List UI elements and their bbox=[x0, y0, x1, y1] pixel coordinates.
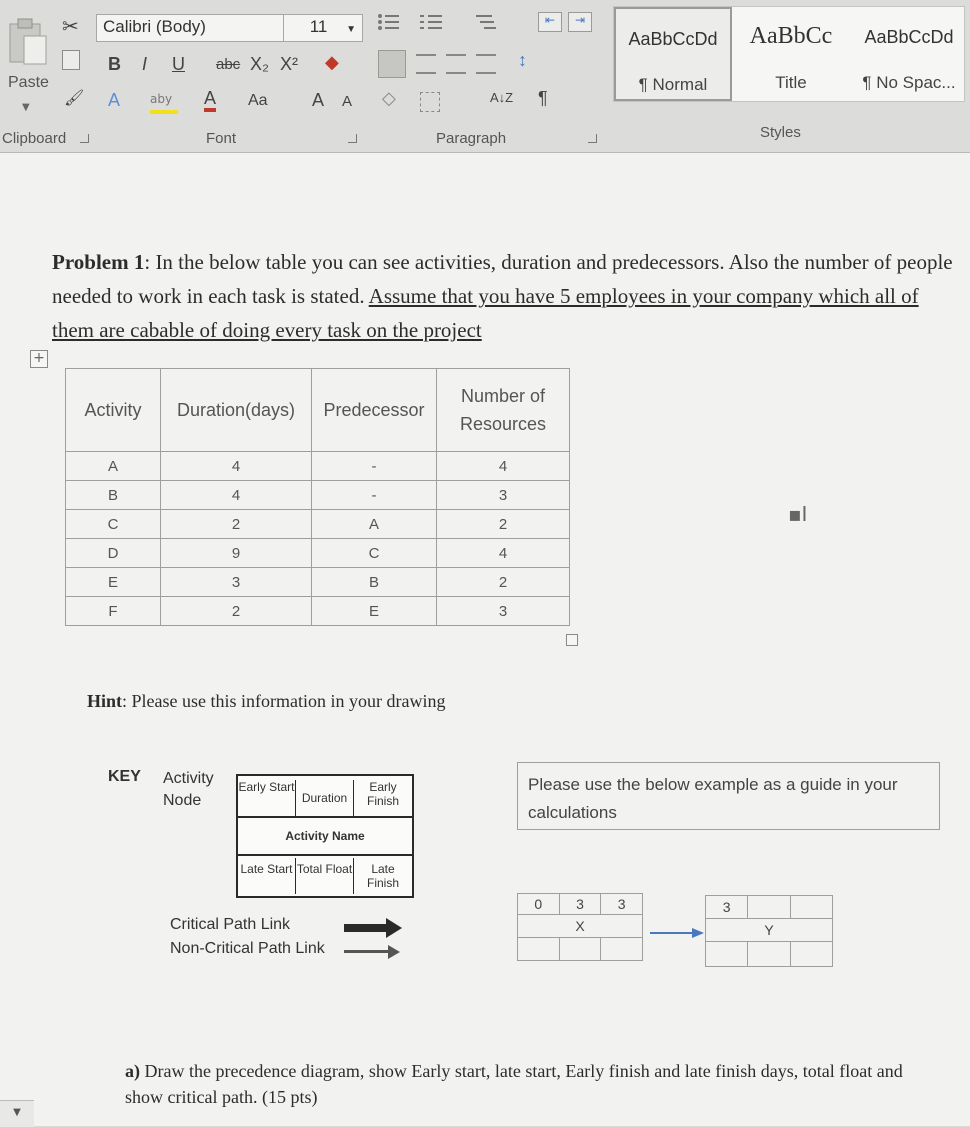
table-cell[interactable]: B bbox=[66, 481, 161, 510]
table-cell[interactable]: E bbox=[312, 597, 437, 626]
scrollbar[interactable] bbox=[0, 1100, 34, 1127]
text-cursor-icon: ▪I bbox=[788, 502, 808, 526]
critical-link-label: Critical Path Link bbox=[170, 916, 291, 933]
style-name: ¶ Normal bbox=[638, 75, 708, 94]
table-row bbox=[66, 597, 570, 626]
format-painter-icon[interactable]: 🖌 bbox=[64, 90, 85, 107]
column-header: Predecessor bbox=[312, 369, 437, 452]
key-node-label: Activity Node bbox=[163, 770, 214, 809]
table-cell[interactable]: C bbox=[312, 539, 437, 568]
decrease-indent-icon[interactable]: ⇤ bbox=[538, 12, 562, 32]
dialog-launcher-icon[interactable] bbox=[348, 134, 357, 143]
font-name-value: Calibri (Body) bbox=[103, 17, 206, 36]
key-early-finish: Early Finish bbox=[366, 780, 399, 808]
table-row bbox=[66, 481, 570, 510]
table-cell[interactable]: 4 bbox=[161, 452, 312, 481]
subscript-button[interactable]: X₂ bbox=[250, 54, 269, 74]
grow-font-button[interactable]: A bbox=[312, 90, 325, 110]
shrink-font-button[interactable]: A bbox=[342, 93, 353, 110]
problem-text: : In the below table you can see activities, duration and predecessors. Also the number of people needed to work in each task is stated. bbox=[52, 250, 953, 308]
table-cell[interactable]: 3 bbox=[161, 568, 312, 597]
justify-icon[interactable] bbox=[476, 54, 496, 74]
table-move-handle[interactable]: + bbox=[30, 350, 48, 368]
key-activity-name: Activity Name bbox=[238, 816, 412, 856]
align-right-icon[interactable] bbox=[446, 54, 466, 74]
key-early-start: Early Start bbox=[238, 780, 296, 816]
table-cell[interactable]: 2 bbox=[161, 597, 312, 626]
align-left-icon[interactable] bbox=[378, 50, 406, 78]
style-title[interactable] bbox=[732, 7, 850, 101]
change-case-button[interactable]: Aa bbox=[248, 92, 268, 109]
table-resize-handle[interactable] bbox=[566, 634, 578, 646]
example-activity-name: Y bbox=[706, 919, 833, 942]
key-total-float: Total Float bbox=[296, 858, 354, 894]
problem-assumption: Assume that you have 5 employees in your company which all of them are cabable of doing every task on the project bbox=[52, 284, 919, 342]
table-cell[interactable]: 3 bbox=[437, 597, 570, 626]
style-normal[interactable] bbox=[614, 7, 732, 101]
chevron-down-icon: ▼ bbox=[13, 1107, 21, 1118]
copy-icon[interactable] bbox=[62, 50, 80, 70]
line-spacing-icon[interactable]: ↕ bbox=[518, 50, 527, 70]
table-cell[interactable]: A bbox=[312, 510, 437, 539]
table-cell[interactable]: 2 bbox=[161, 510, 312, 539]
problem-label: Problem 1 bbox=[52, 250, 145, 274]
key-title: KEY bbox=[108, 768, 141, 785]
borders-icon[interactable] bbox=[420, 92, 440, 112]
table-cell[interactable]: 4 bbox=[161, 481, 312, 510]
example-node-y bbox=[705, 895, 833, 967]
table-cell[interactable]: 9 bbox=[161, 539, 312, 568]
font-color-button[interactable]: A bbox=[204, 88, 216, 112]
paste-label: Paste bbox=[8, 74, 49, 91]
font-name-dropdown[interactable] bbox=[96, 14, 296, 42]
table-cell[interactable]: 4 bbox=[437, 452, 570, 481]
cut-icon[interactable]: ✂ bbox=[62, 16, 79, 38]
table-cell[interactable]: D bbox=[66, 539, 161, 568]
column-header: Number of Resources bbox=[437, 369, 570, 452]
clear-formatting-icon[interactable]: ◆ bbox=[325, 52, 339, 73]
table-cell[interactable]: - bbox=[312, 452, 437, 481]
example-arrow-icon bbox=[650, 926, 706, 940]
table-row bbox=[66, 539, 570, 568]
paragraph-group-label: Paragraph bbox=[436, 130, 507, 147]
italic-button[interactable]: I bbox=[142, 54, 148, 74]
bold-button[interactable]: B bbox=[108, 54, 121, 74]
chevron-down-icon: ▼ bbox=[346, 24, 356, 35]
example-activity-name: X bbox=[518, 915, 643, 938]
style-name: ¶ No Spac... bbox=[862, 73, 956, 92]
table-cell[interactable]: 2 bbox=[437, 568, 570, 597]
strikethrough-button[interactable]: abc bbox=[216, 56, 241, 73]
key-late-start: Late Start bbox=[238, 858, 296, 894]
guide-note: Please use the below example as a guide in your calculations bbox=[517, 762, 940, 830]
noncritical-link-arrow-icon bbox=[344, 942, 404, 962]
dialog-launcher-icon[interactable] bbox=[588, 134, 597, 143]
sort-button[interactable]: A↓Z bbox=[490, 90, 514, 105]
style-name: Title bbox=[775, 73, 807, 92]
numbering-icon[interactable] bbox=[420, 12, 460, 32]
superscript-button[interactable]: X² bbox=[280, 54, 298, 74]
styles-gallery bbox=[613, 6, 965, 102]
column-header: Activity bbox=[66, 369, 161, 452]
table-header-row bbox=[66, 369, 570, 452]
align-center-icon[interactable] bbox=[416, 54, 436, 74]
example-duration: 3 bbox=[559, 894, 601, 915]
critical-link-arrow-icon bbox=[344, 916, 404, 940]
ribbon bbox=[0, 0, 970, 153]
question-a bbox=[125, 1058, 945, 1110]
example-early-start: 0 bbox=[518, 894, 560, 915]
table-cell[interactable]: E bbox=[66, 568, 161, 597]
key-duration: Duration bbox=[296, 780, 354, 816]
table-row bbox=[66, 452, 570, 481]
question-label: a) bbox=[125, 1061, 140, 1081]
table-cell[interactable]: 3 bbox=[437, 481, 570, 510]
problem-statement bbox=[52, 245, 962, 347]
style-no-spacing[interactable] bbox=[850, 7, 968, 101]
table-cell[interactable]: 2 bbox=[437, 510, 570, 539]
font-size-value: 11 bbox=[309, 17, 328, 36]
activity-table bbox=[65, 368, 570, 626]
clipboard-group-label: Clipboard bbox=[2, 130, 67, 147]
style-sample: AaBbCcDd bbox=[864, 27, 954, 47]
table-cell[interactable]: A bbox=[66, 452, 161, 481]
font-group-label: Font bbox=[206, 130, 237, 147]
table-cell[interactable]: C bbox=[66, 510, 161, 539]
example-early-finish: 3 bbox=[601, 894, 643, 915]
show-marks-button[interactable]: ¶ bbox=[538, 88, 548, 108]
increase-indent-icon[interactable]: ⇥ bbox=[568, 12, 592, 32]
dialog-launcher-icon[interactable] bbox=[80, 134, 89, 143]
bullets-icon[interactable] bbox=[376, 12, 416, 32]
table-cell[interactable]: - bbox=[312, 481, 437, 510]
column-header: Duration(days) bbox=[161, 369, 312, 452]
text-effects-icon[interactable]: A bbox=[108, 90, 121, 110]
hint-text bbox=[87, 688, 447, 714]
noncritical-link-label: Non-Critical Path Link bbox=[170, 940, 325, 957]
shading-icon[interactable]: ◇ bbox=[382, 88, 396, 108]
underline-button[interactable]: U bbox=[172, 54, 185, 74]
example-early-start: 3 bbox=[706, 896, 748, 919]
hint-body: : Please use this information in your drawing bbox=[122, 691, 446, 711]
multilevel-list-icon[interactable] bbox=[476, 12, 516, 32]
hint-label: Hint bbox=[87, 691, 123, 711]
key-activity-node bbox=[236, 774, 414, 898]
paste-button[interactable] bbox=[4, 14, 50, 114]
example-node-x bbox=[517, 893, 643, 961]
table-cell[interactable]: 4 bbox=[437, 539, 570, 568]
style-sample: AaBbCc bbox=[749, 23, 833, 49]
table-cell[interactable]: B bbox=[312, 568, 437, 597]
question-text: Draw the precedence diagram, show Early start, late start, Early finish and late finish days, total float and show critical path. (15 pts) bbox=[125, 1061, 903, 1107]
chevron-down-icon: ▼ bbox=[22, 102, 30, 113]
highlight-color-icon[interactable]: aby bbox=[150, 92, 178, 114]
font-size-dropdown[interactable] bbox=[283, 14, 363, 42]
clipboard-icon bbox=[4, 14, 48, 70]
key-late-finish: Late Finish bbox=[366, 862, 399, 890]
style-sample: AaBbCcDd bbox=[628, 29, 718, 49]
table-cell[interactable]: F bbox=[66, 597, 161, 626]
table-row bbox=[66, 510, 570, 539]
styles-group-label: Styles bbox=[760, 124, 801, 141]
table-row bbox=[66, 568, 570, 597]
